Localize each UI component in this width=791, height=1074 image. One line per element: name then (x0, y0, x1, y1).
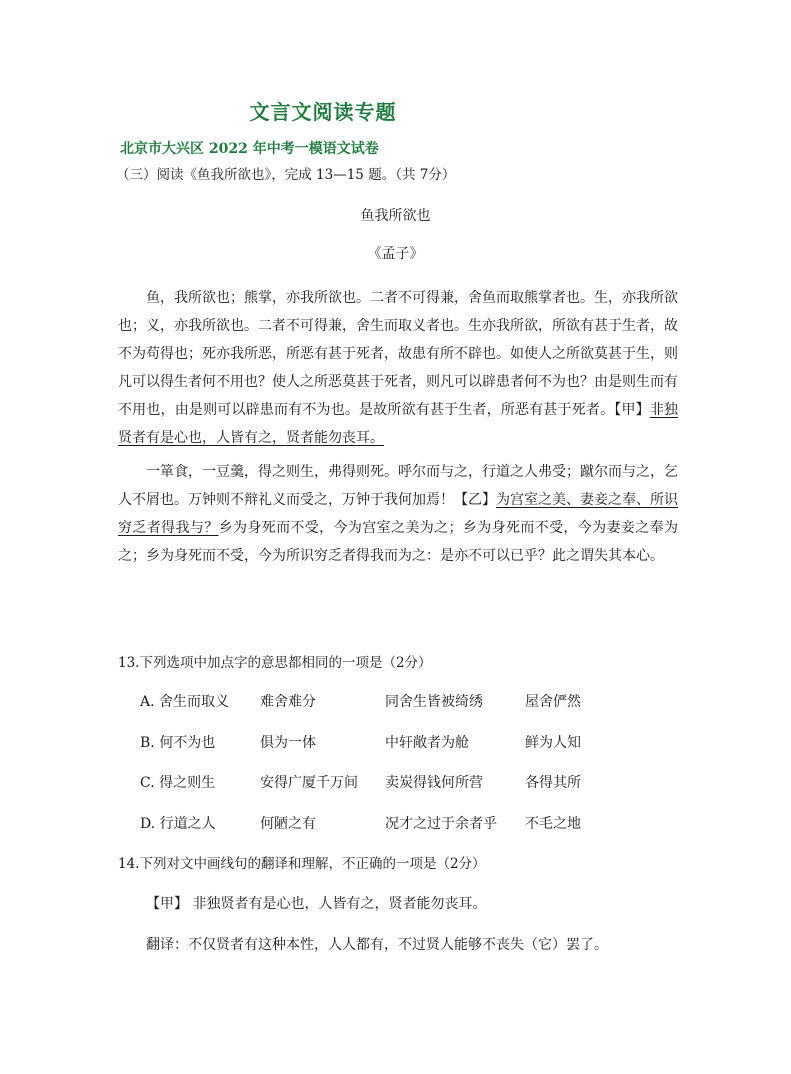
para2-line-5: 心。 (636, 548, 664, 564)
question-13-stem: 13.下列选项中加点字的意思都相同的一项是（2分） (118, 655, 432, 671)
q13-option-c-col3: 各得其所 (525, 775, 581, 791)
para1-line-4: 则凡可以得生者何不用也？使人之所恶莫甚于死者，则凡可以辟患者何不为也？由是则生 (118, 346, 678, 390)
underlined-sentence-jia: 非独贤者有是心也，人皆有之，贤者能勿丧耳。 (118, 402, 679, 446)
q13-option-d-col1: 何陋之有 (260, 816, 316, 832)
section-intro: （三）阅读《鱼我所欲也》，完成 13—15 题。（共 7分） (116, 167, 456, 183)
article-title: 鱼我所欲也 (360, 208, 431, 224)
q14-translation: 翻译：不仅贤者有这种本性，人人都有，不过贤人能够不丧失（它）罢了。 (146, 937, 608, 953)
para1-line-1: 鱼，我所欲也；熊掌，亦我所欲也。二者不可得兼，舍鱼而取熊掌者也。生，亦我所 (146, 290, 664, 306)
para2-line-2: 乞人不屑也。万钟则不辩礼义而受之，万钟于我何加焉！【乙】 (118, 464, 678, 508)
q13-option-a: A. 舍生而取义 (140, 694, 230, 710)
q13-option-c-col1: 安得广厦千万间 (260, 775, 358, 791)
underlined-sentence-yi-part2: 所识穷乏者得我与？ (118, 492, 678, 536)
q13-option-a-col1: 难舍难分 (260, 694, 316, 710)
underlined-sentence-yi-part1: 为宫室之美、妻妾之奉、 (496, 492, 650, 508)
q13-option-c-col2: 卖炭得钱何所营 (385, 775, 483, 791)
q14-jia-sentence: 【甲】 非独贤者有是心也，人皆有之，贤者能勿丧耳。 (146, 896, 487, 912)
q13-option-b: B. 何不为也 (140, 735, 216, 751)
exam-source: 北京市大兴区 2022 年中考一模语文试卷 (120, 141, 379, 157)
para2-line-4: 奉为之；乡为身死而不受，今为所识穷乏者得我而为之：是亦不可以已乎？此之谓失其本 (118, 520, 679, 564)
q13-option-d-col3: 不毛之地 (525, 816, 581, 832)
q13-option-b-col2: 中轩敞者为舱 (385, 735, 469, 751)
question-14-stem: 14.下列对文中画线句的翻译和理解，不正确的一项是（2分） (118, 856, 486, 872)
article-paragraph-1 (118, 284, 678, 452)
q13-option-c: C. 得之则生 (140, 775, 216, 791)
q13-option-b-col3: 鲜为人知 (525, 735, 581, 751)
para1-line-5: 而有不用也，由是则可以辟患而有不为也。是故所欲有甚于生者，所恶有甚于死者。【甲】 (118, 374, 678, 418)
q13-option-a-col2: 同舍生皆被绮绣 (385, 694, 483, 710)
q13-option-d-col2: 况才之过于余者乎 (385, 816, 497, 832)
para2-line-3: 乡为身死而不受，今为宫室之美为之；乡为身死而不受，今为妻妾之 (218, 520, 650, 536)
article-paragraph-2 (118, 458, 678, 570)
article-author: 《孟子》 (367, 246, 424, 262)
para1-line-2: 欲也；义，亦我所欲也。二者不可得兼，舍生而取义者也。生亦我所欲，所欲有甚于生者， (118, 290, 678, 334)
q13-option-d: D. 行道之人 (140, 816, 216, 832)
q13-option-b-col1: 俱为一体 (260, 735, 316, 751)
para1-line-3: 故不为苟得也；死亦我所恶，所恶有甚于死者，故患有所不辟也。如使人之所欲莫甚于生， (118, 318, 678, 362)
doc-title: 文言文阅读专题 (249, 100, 397, 124)
q13-option-a-col3: 屋舍俨然 (525, 694, 581, 710)
para2-line-1: 一箪食，一豆羹，得之则生，弗得则死。呼尔而与之，行道之人弗受；蹴尔而与之， (146, 464, 664, 480)
